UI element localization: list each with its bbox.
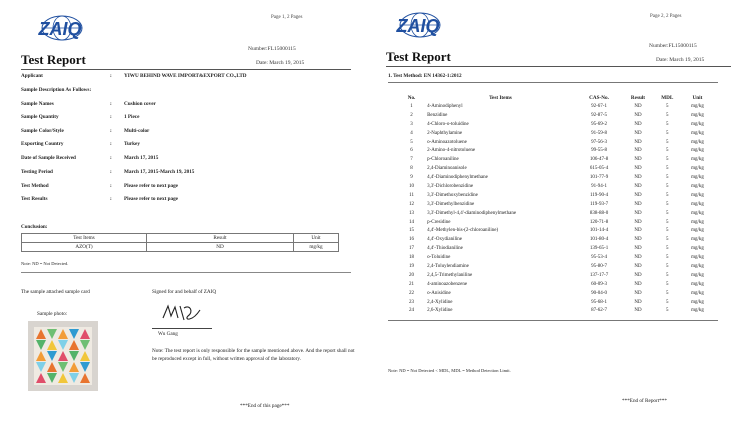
- row-result: ND: [634, 255, 642, 261]
- conclusion-note: Note: ND = Not Detected.: [21, 261, 69, 266]
- report-title: Test Report: [21, 52, 86, 67]
- field-colon: :: [110, 155, 112, 161]
- row-mdl: 5: [666, 148, 669, 154]
- row-result: ND: [634, 166, 642, 172]
- report-page-1: [8, 0, 360, 423]
- table-row: [398, 164, 714, 173]
- table-row: [398, 120, 714, 129]
- row-result: ND: [634, 201, 642, 207]
- row-no: 8: [410, 166, 413, 172]
- row-test-item: p-Chloroaniline: [427, 157, 459, 163]
- liability-note: Note: The test report is only responsible for the sample mentioned above. And the report shall not be reproduced except in full, without written approval of the laboratory.: [152, 348, 355, 362]
- row-mdl: 5: [666, 246, 669, 252]
- report-number: Number:FL15000115: [248, 46, 296, 52]
- field-colon: :: [110, 196, 112, 202]
- row-no: 2: [410, 112, 413, 118]
- field-value: March 17, 2015: [124, 155, 159, 161]
- row-no: 23: [409, 299, 415, 305]
- row-test-item: 3,3'-Dichlorobenzidine: [427, 183, 474, 189]
- row-unit: mg/kg: [691, 112, 704, 118]
- header-rule: [21, 69, 351, 70]
- row-mdl: 5: [666, 299, 669, 305]
- row-no: 14: [409, 219, 415, 225]
- table-row: [398, 129, 714, 138]
- row-no: 4: [410, 130, 413, 136]
- row-cas-no: 99-55-8: [591, 148, 607, 154]
- row-test-item: 4-Chloro-o-toluidine: [427, 121, 469, 127]
- field-label: Test Results: [21, 196, 48, 202]
- page-number: Page 2, 2 Pages: [650, 14, 682, 19]
- row-unit: mg/kg: [691, 272, 704, 278]
- row-cas-no: 90-04-0: [591, 290, 607, 296]
- row-cas-no: 87-62-7: [591, 308, 607, 314]
- row-test-item: 3,3'-Dimethyl-4,4'-diaminodiphenylmethane: [427, 210, 517, 216]
- conclusion-header-test-items: Test Items: [22, 234, 147, 243]
- row-result: ND: [634, 112, 642, 118]
- logo-text: ZAIQ: [396, 16, 440, 36]
- row-test-item: 2-Naphthylamine: [427, 130, 463, 136]
- field-colon: :: [110, 169, 112, 175]
- signature-icon: [160, 300, 204, 331]
- row-no: 6: [410, 148, 413, 154]
- field-value: Turkey: [124, 141, 140, 147]
- col-result-header: Result: [630, 94, 646, 101]
- row-result: ND: [634, 272, 642, 278]
- row-test-item: 2,6-Xylidine: [427, 308, 453, 314]
- signed-label: Signed for and behalf of ZAIQ: [152, 289, 217, 295]
- row-no: 15: [409, 228, 415, 234]
- row-result: ND: [634, 192, 642, 198]
- row-result: ND: [634, 148, 642, 154]
- row-mdl: 5: [666, 210, 669, 216]
- row-test-item: p-Cresidine: [427, 219, 451, 225]
- row-mdl: 5: [666, 166, 669, 172]
- field-colon: :: [110, 183, 112, 189]
- field-colon: :: [110, 128, 112, 134]
- report-date: Date: March 19, 2015: [256, 60, 305, 66]
- row-unit: mg/kg: [691, 246, 704, 252]
- row-mdl: 5: [666, 175, 669, 181]
- conclusion-header-result: Result: [147, 234, 294, 243]
- table-note: Note: ND = Not Detected < MDL, MDL = Method Detection Limit.: [388, 368, 511, 373]
- row-result: ND: [634, 308, 642, 314]
- row-no: 5: [410, 139, 413, 145]
- row-cas-no: 95-53-4: [591, 255, 607, 261]
- row-test-item: 2,4,5-Trimethylaniline: [427, 272, 473, 278]
- row-unit: mg/kg: [691, 157, 704, 163]
- end-of-page: ***End of this page***: [240, 403, 290, 409]
- row-result: ND: [634, 237, 642, 243]
- conclusion-table: [21, 233, 339, 252]
- row-mdl: 5: [666, 255, 669, 261]
- conclusion-cell-unit: mg/kg: [294, 243, 339, 252]
- row-cas-no: 120-71-8: [589, 219, 609, 225]
- row-unit: mg/kg: [691, 299, 704, 305]
- row-unit: mg/kg: [691, 201, 704, 207]
- row-mdl: 5: [666, 183, 669, 189]
- row-test-item: 2-Amino-4-nitrotoluene: [427, 148, 476, 154]
- table-row: [398, 280, 714, 289]
- row-test-item: 2,4-Diaminoanisole: [427, 166, 467, 172]
- row-mdl: 5: [666, 281, 669, 287]
- row-test-item: o-Anisidine: [427, 290, 451, 296]
- row-no: 13: [409, 210, 415, 216]
- row-no: 1: [410, 103, 413, 109]
- report-page-2: [372, 0, 742, 423]
- azo-results-body: [398, 102, 714, 315]
- row-unit: mg/kg: [691, 219, 704, 225]
- sample-card-label: The sample attached sample card: [21, 289, 90, 295]
- end-of-report: ***End of Report***: [622, 398, 667, 404]
- row-unit: mg/kg: [691, 192, 704, 198]
- col-mdl-header: MDL: [661, 94, 674, 101]
- field-label: Applicant: [21, 73, 43, 79]
- field-label: Sample Description As Follows:: [21, 87, 92, 93]
- row-test-item: 4,4'-Thiodianiline: [427, 246, 463, 252]
- logo-text: ZAIQ: [38, 19, 82, 39]
- field-label: Test Method: [21, 183, 49, 189]
- row-unit: mg/kg: [691, 139, 704, 145]
- row-mdl: 5: [666, 272, 669, 278]
- row-cas-no: 60-09-3: [591, 281, 607, 287]
- row-cas-no: 137-17-7: [589, 272, 609, 278]
- row-no: 16: [409, 237, 415, 243]
- row-cas-no: 615-05-4: [589, 166, 609, 172]
- table-row: [398, 271, 714, 280]
- report-date: Date: March 19, 2015: [656, 57, 705, 63]
- row-test-item: o-Toluidine: [427, 255, 451, 261]
- row-result: ND: [634, 157, 642, 163]
- table-row: [398, 253, 714, 262]
- row-unit: mg/kg: [691, 308, 704, 314]
- row-unit: mg/kg: [691, 121, 704, 127]
- table-row: [398, 173, 714, 182]
- row-cas-no: 101-14-4: [589, 228, 609, 234]
- row-result: ND: [634, 139, 642, 145]
- row-unit: mg/kg: [691, 255, 704, 261]
- field-value: Please refer to next page: [124, 196, 178, 202]
- field-label: Sample Names: [21, 101, 54, 107]
- test-method-heading: 1. Test Method: EN 14362-1:2012: [388, 73, 462, 79]
- signature-name: Wu Gang: [158, 331, 178, 337]
- field-label: Exporting Country: [21, 141, 64, 147]
- row-cas-no: 119-90-4: [589, 192, 609, 198]
- row-cas-no: 101-77-9: [589, 175, 609, 181]
- row-unit: mg/kg: [691, 148, 704, 154]
- row-cas-no: 838-88-0: [589, 210, 609, 216]
- field-value: 1 Piece: [124, 114, 140, 120]
- row-test-item: 3,3'-Dimethoxybenzidine: [427, 192, 478, 198]
- field-label: Sample Quantity: [21, 114, 59, 120]
- row-unit: mg/kg: [691, 183, 704, 189]
- row-result: ND: [634, 103, 642, 109]
- row-no: 12: [409, 201, 415, 207]
- row-result: ND: [634, 210, 642, 216]
- conclusion-label: Conclusion:: [21, 224, 48, 230]
- row-cas-no: 91-59-8: [591, 130, 607, 136]
- conclusion-cell-result: ND: [147, 243, 294, 252]
- report-title: Test Report: [386, 49, 451, 64]
- field-value: Please refer to next page: [124, 183, 178, 189]
- table-row: [398, 102, 714, 111]
- row-mdl: 5: [666, 237, 669, 243]
- row-mdl: 5: [666, 263, 669, 269]
- row-unit: mg/kg: [691, 281, 704, 287]
- row-no: 21: [409, 281, 415, 287]
- row-no: 3: [410, 121, 413, 127]
- row-no: 17: [409, 246, 415, 252]
- row-unit: mg/kg: [691, 228, 704, 234]
- table-top-rule: [388, 82, 718, 83]
- row-no: 9: [410, 175, 413, 181]
- table-row: [398, 209, 714, 218]
- row-no: 18: [409, 255, 415, 261]
- field-value: March 17, 2015-March 19, 2015: [124, 169, 195, 175]
- row-mdl: 5: [666, 192, 669, 198]
- row-result: ND: [634, 130, 642, 136]
- row-unit: mg/kg: [691, 237, 704, 243]
- row-cas-no: 95-68-1: [591, 299, 607, 305]
- conclusion-rule: [21, 272, 351, 273]
- table-row: [398, 244, 714, 253]
- table-row: [398, 298, 714, 307]
- signature-line: [152, 328, 212, 329]
- table-row: [398, 182, 714, 191]
- row-cas-no: 119-93-7: [589, 201, 609, 207]
- row-result: ND: [634, 219, 642, 225]
- field-colon: :: [110, 101, 112, 107]
- row-result: ND: [634, 183, 642, 189]
- col-no-header: No.: [407, 94, 416, 101]
- table-row: [398, 289, 714, 298]
- conclusion-cell-item: AZO(T): [22, 243, 147, 252]
- row-mdl: 5: [666, 112, 669, 118]
- row-mdl: 5: [666, 290, 669, 296]
- col-unit-header: Unit: [692, 94, 703, 101]
- row-unit: mg/kg: [691, 130, 704, 136]
- row-test-item: 4-aminoazobenzene: [427, 281, 468, 287]
- row-no: 24: [409, 308, 415, 314]
- table-row: [398, 262, 714, 271]
- row-mdl: 5: [666, 228, 669, 234]
- table-row: [398, 235, 714, 244]
- row-unit: mg/kg: [691, 290, 704, 296]
- field-label: Testing Period: [21, 169, 53, 175]
- row-result: ND: [634, 299, 642, 305]
- row-no: 22: [409, 290, 415, 296]
- sample-photo-label: Sample photo:: [37, 311, 68, 317]
- field-value: Cushion cover: [124, 101, 156, 107]
- row-cas-no: 95-80-7: [591, 263, 607, 269]
- col-test-items-header: Test Items: [489, 94, 512, 101]
- row-unit: mg/kg: [691, 175, 704, 181]
- row-mdl: 5: [666, 130, 669, 136]
- header-rule: [386, 66, 731, 67]
- row-no: 19: [409, 263, 415, 269]
- table-row: [398, 306, 714, 315]
- field-value: YIWU BEHIND WAVE IMPORT&EXPORT CO.,LTD: [124, 73, 247, 79]
- row-test-item: 4-Aminodiphenyl: [427, 103, 463, 109]
- table-row: [398, 226, 714, 235]
- field-colon: :: [110, 114, 112, 120]
- sample-photo: [28, 321, 98, 391]
- row-mdl: 5: [666, 103, 669, 109]
- row-mdl: 5: [666, 157, 669, 163]
- table-row: [398, 138, 714, 147]
- row-unit: mg/kg: [691, 210, 704, 216]
- row-cas-no: 139-65-1: [589, 246, 609, 252]
- row-test-item: 4,4'-Diaminodiphenylmethane: [427, 175, 488, 181]
- row-unit: mg/kg: [691, 166, 704, 172]
- row-unit: mg/kg: [691, 103, 704, 109]
- table-row: [398, 218, 714, 227]
- row-test-item: 2,4-Xylidine: [427, 299, 453, 305]
- row-test-item: 3,3'-Dimethylbenzidine: [427, 201, 475, 207]
- row-test-item: 4,4'-Oxydianiline: [427, 237, 463, 243]
- field-label: Date of Sample Received: [21, 155, 76, 161]
- row-result: ND: [634, 263, 642, 269]
- row-result: ND: [634, 290, 642, 296]
- row-mdl: 5: [666, 139, 669, 145]
- row-no: 20: [409, 272, 415, 278]
- row-cas-no: 101-80-4: [589, 237, 609, 243]
- row-cas-no: 91-94-1: [591, 183, 607, 189]
- row-unit: mg/kg: [691, 263, 704, 269]
- row-result: ND: [634, 246, 642, 252]
- row-mdl: 5: [666, 121, 669, 127]
- row-result: ND: [634, 281, 642, 287]
- table-row: [398, 155, 714, 164]
- report-number: Number:FL15000115: [649, 43, 697, 49]
- row-result: ND: [634, 175, 642, 181]
- conclusion-header-unit: Unit: [294, 234, 339, 243]
- row-result: ND: [634, 228, 642, 234]
- zaiq-logo: [382, 11, 454, 44]
- row-test-item: 4,4'-Methylen-bis-(2-chloroaniline): [427, 228, 499, 234]
- table-row: [398, 111, 714, 120]
- row-cas-no: 92-67-1: [591, 103, 607, 109]
- row-mdl: 5: [666, 201, 669, 207]
- row-test-item: 2,4-Toluylendiamine: [427, 263, 469, 269]
- row-cas-no: 95-69-2: [591, 121, 607, 127]
- field-label: Sample Color/Style: [21, 128, 64, 134]
- table-bottom-rule: [388, 320, 718, 321]
- row-test-item: Benzidine: [427, 112, 448, 118]
- field-value: Multi-color: [124, 128, 150, 134]
- table-row: [398, 146, 714, 155]
- field-colon: :: [110, 141, 112, 147]
- row-mdl: 5: [666, 219, 669, 225]
- row-cas-no: 92-87-5: [591, 112, 607, 118]
- row-mdl: 5: [666, 308, 669, 314]
- row-test-item: o-Aminoazotoluene: [427, 139, 467, 145]
- table-row: [398, 191, 714, 200]
- row-cas-no: 97-56-3: [591, 139, 607, 145]
- row-result: ND: [634, 121, 642, 127]
- field-colon: :: [110, 73, 112, 79]
- page-number: Page 1, 2 Pages: [271, 15, 303, 20]
- zaiq-logo: [24, 14, 96, 47]
- row-cas-no: 106-47-8: [589, 157, 609, 163]
- row-no: 11: [409, 192, 414, 198]
- col-cas-header: CAS-No.: [589, 94, 609, 101]
- row-no: 7: [410, 157, 413, 163]
- table-row: [398, 200, 714, 209]
- row-no: 10: [409, 183, 415, 189]
- azo-results-table: [398, 93, 714, 315]
